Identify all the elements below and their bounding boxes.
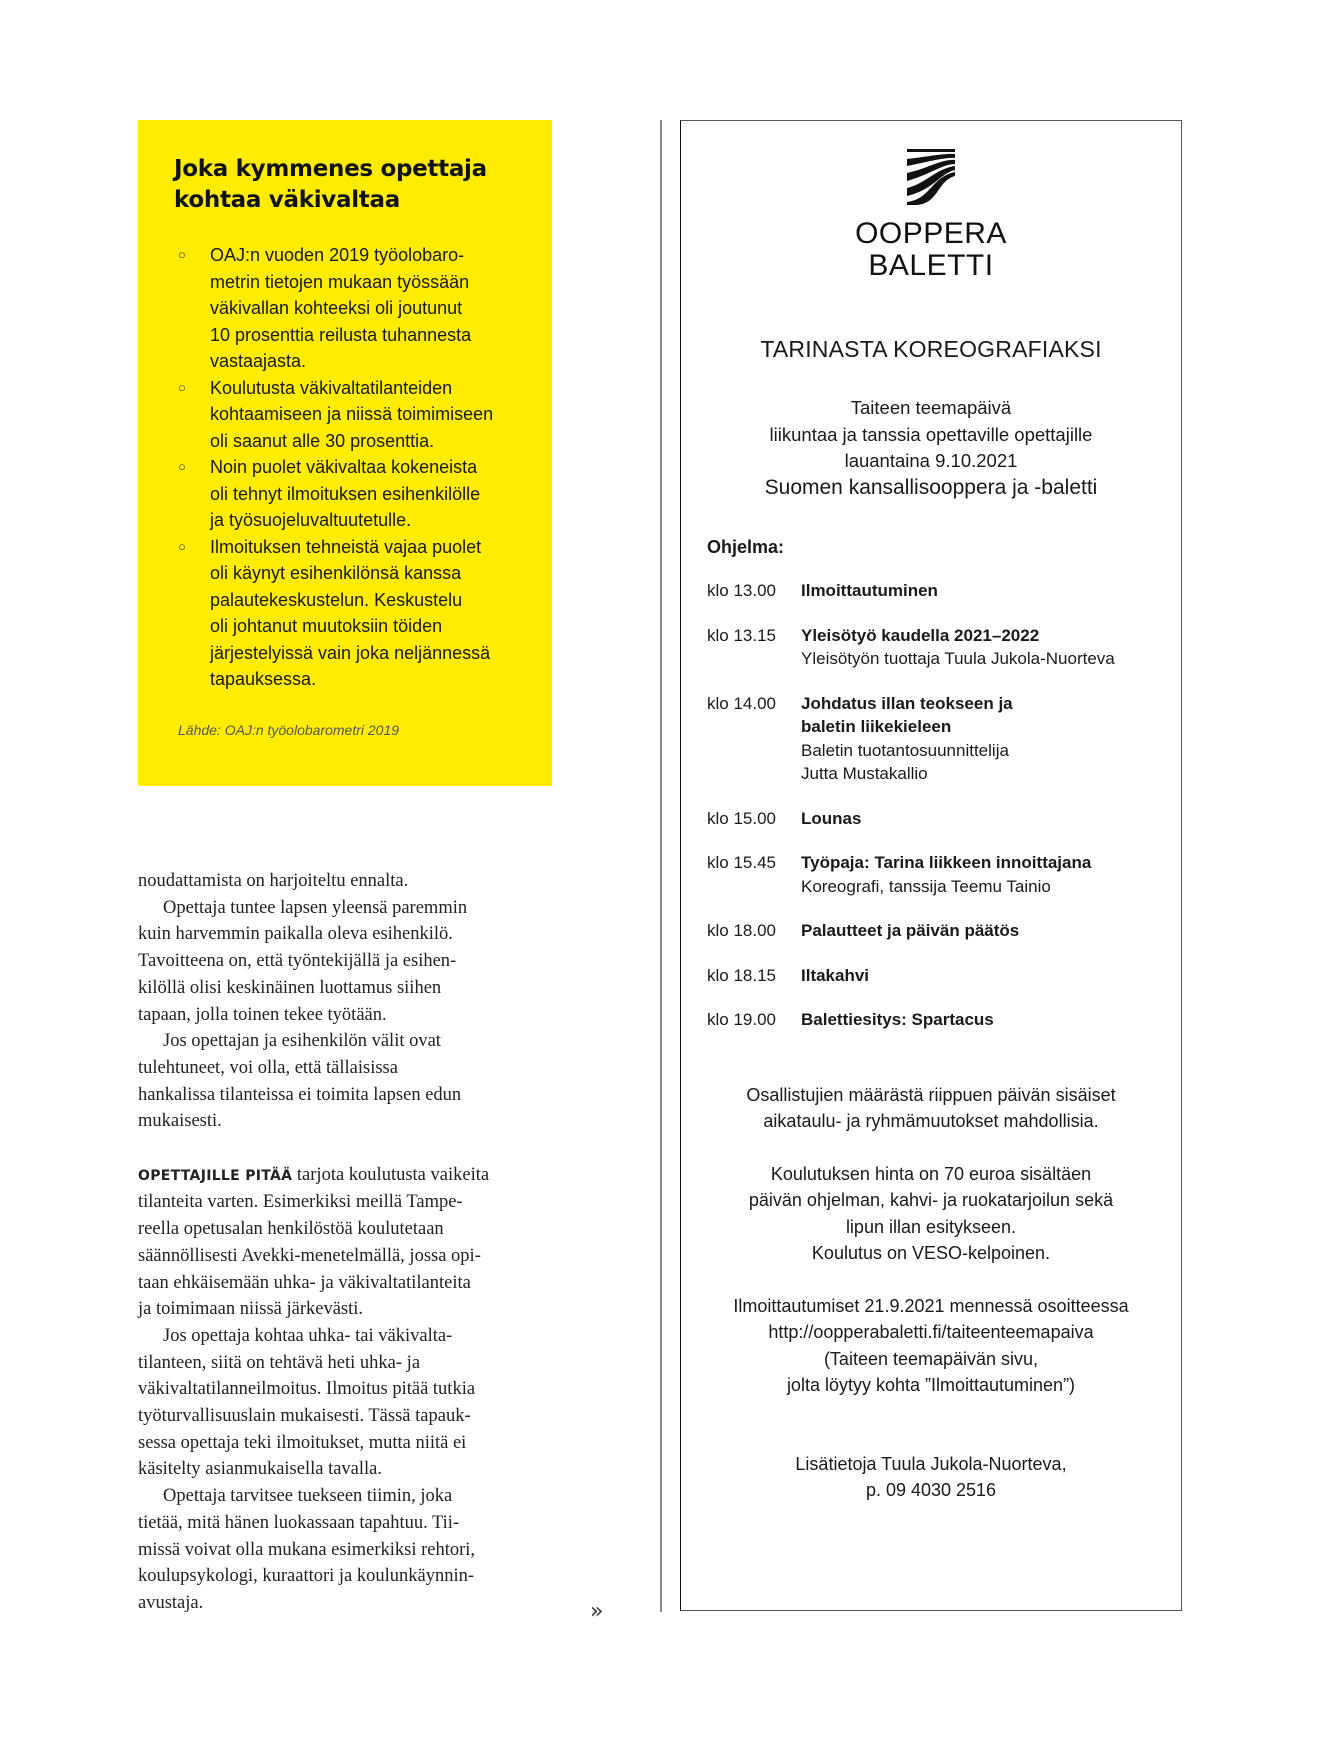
fact-bullet-item	[174, 242, 536, 375]
fact-bullet-item	[174, 454, 536, 534]
program-title: Työpaja: Tarina liikkeen innoittajana	[801, 853, 1092, 872]
paragraph	[138, 1028, 608, 1135]
note-price	[681, 1161, 1181, 1267]
program-title: Iltakahvi	[801, 965, 870, 985]
program-time: klo 13.00	[707, 581, 776, 600]
program-heading: Ohjelma:	[707, 537, 785, 557]
fact-bullet-line: vastaajasta.	[210, 351, 307, 371]
logo-line: BALETTI	[868, 249, 994, 282]
program-description: Jutta Mustakallio	[801, 764, 928, 783]
text-line: kuin harvemmin paikalla oleva esihenkilö.	[138, 924, 453, 945]
fact-bullet-line: metrin tietojen mukaan työssään	[210, 271, 470, 292]
fact-bullet-line: OAJ:n vuoden 2019 työolobaro-	[210, 245, 465, 265]
program-item	[707, 919, 1171, 943]
fact-bullet-line: Noin puolet väkivaltaa kokeneista	[210, 457, 478, 477]
text-line: hankalissa tilanteissa ei toimita lapsen edun	[138, 1084, 462, 1105]
article-body	[138, 868, 608, 1617]
text-line	[138, 1162, 608, 1190]
logo-line: OOPPERA	[855, 217, 1007, 250]
text-line: tapaan, jolla toinen tekee työtään.	[138, 1004, 387, 1025]
program-details	[801, 919, 1019, 943]
program-description: Baletin tuotantosuunnittelija	[801, 740, 1009, 760]
program-item	[707, 579, 1171, 603]
note-line: http://oopperabaletti.fi/taiteenteemapaiva	[768, 1322, 1094, 1342]
fact-bullet-line: Ilmoituksen tehneistä vajaa puolet	[210, 536, 482, 557]
text-line: Opettaja tarvitsee tuekseen tiimin, joka	[163, 1486, 453, 1507]
subtitle-line: Taiteen teemapäivä	[850, 397, 1012, 418]
note-line: Koulutus on VESO-kelpoinen.	[811, 1243, 1051, 1263]
program-item	[707, 964, 1171, 988]
paragraph	[138, 868, 608, 895]
text-line: avustaja.	[138, 1592, 204, 1613]
note-registration	[681, 1293, 1181, 1399]
fact-box-title-line: kohtaa väkivaltaa	[174, 187, 400, 213]
program-details	[801, 1008, 994, 1032]
circle-bullet-icon: ○	[178, 247, 186, 262]
fact-list	[174, 242, 536, 693]
fact-bullet-line: oli saanut alle 30 prosenttia.	[210, 430, 435, 451]
text-line: missä voivat olla mukana esimerkiksi rehtori,	[138, 1539, 476, 1560]
fact-bullet-line: ja työsuojeluvaltuutetulle.	[210, 510, 412, 530]
program-item	[707, 1008, 1171, 1032]
program-title: Balettiesitys: Spartacus	[801, 1010, 994, 1029]
program-time: klo 15.00	[707, 808, 776, 828]
fact-bullet-line: Koulutusta väkivaltatilanteiden	[210, 377, 453, 398]
note-contact	[681, 1451, 1181, 1504]
program-title: Lounas	[801, 808, 862, 828]
event-title: TARINASTA KOREOGRAFIAKSI	[760, 336, 1102, 362]
subtitle-venue: Suomen kansallisooppera ja -baletti	[764, 475, 1098, 499]
text-line: Opettaja tuntee lapsen yleensä paremmin	[163, 897, 468, 918]
text-line: käsitelty asianmukaisella tavalla.	[138, 1459, 383, 1480]
text-line: säännöllisesti Avekki-menetelmällä, jossa opi-	[138, 1245, 481, 1266]
program-time: klo 18.15	[707, 965, 776, 985]
column-divider	[660, 120, 662, 1612]
program-title: Ilmoittautuminen	[801, 581, 938, 600]
program-time: klo 13.15	[707, 625, 776, 645]
program-time: klo 15.45	[707, 853, 776, 872]
note-line: päivän ohjelman, kahvi- ja ruokatarjoilun sekä	[748, 1190, 1114, 1210]
continue-arrow-icon: »	[590, 1599, 604, 1624]
text-line: ja toimimaan niissä järkevästi.	[138, 1299, 364, 1320]
note-line: Ilmoittautumiset 21.9.2021 mennessä osoitteessa	[733, 1295, 1129, 1316]
program-details	[801, 624, 1115, 671]
note-line: lipun illan esitykseen.	[845, 1216, 1017, 1237]
fact-source: Lähde: OAJ:n työolobarometri 2019	[178, 721, 400, 738]
event-subtitle	[681, 395, 1181, 501]
program-title: baletin liikekieleen	[801, 717, 952, 736]
text-line: reella opetusalan henkilöstöä koulutetaan	[138, 1219, 444, 1240]
text-line: koulupsykologi, kuraattori ja koulunkäynnin-	[138, 1566, 475, 1587]
lead-in-rest: tarjota koulutusta vaikeita	[292, 1164, 490, 1185]
program-details	[801, 807, 861, 831]
program-title: Johdatus illan teokseen ja	[801, 693, 1013, 713]
fact-bullet-line: oli tehnyt ilmoituksen esihenkilölle	[210, 483, 481, 504]
text-line: noudattamista on harjoiteltu ennalta.	[138, 871, 409, 891]
fact-bullet-line: väkivallan kohteeksi oli joutunut	[210, 298, 463, 318]
text-line: Jos opettaja kohtaa uhka- tai väkivalta-	[163, 1325, 453, 1346]
fact-box-title	[174, 154, 536, 216]
program-item	[707, 851, 1171, 898]
program-details	[801, 964, 869, 988]
paragraph	[138, 895, 608, 1029]
note-line: Osallistujien määrästä riippuen päivän sisäiset	[746, 1084, 1116, 1105]
text-line: tietää, mitä hänen luokassaan tapahtuu. Tii-	[138, 1512, 460, 1533]
text-line: sessa opettaja teki ilmoitukset, mutta niitä ei	[138, 1432, 467, 1453]
fact-bullet-line: tapauksessa.	[210, 669, 317, 689]
logo-wordmark	[681, 218, 1181, 282]
program-item	[707, 807, 1171, 831]
text-line: kilöllä olisi keskinäinen luottamus siihen	[138, 977, 442, 998]
program-list	[707, 579, 1171, 1032]
note-line: p. 09 4030 2516	[865, 1480, 997, 1500]
circle-bullet-icon: ○	[178, 379, 186, 395]
fact-bullet-item	[174, 375, 536, 455]
text-line: tulehtuneet, voi olla, että tällaisissa	[138, 1057, 398, 1078]
program-title: Yleisötyö kaudella 2021–2022	[801, 625, 1040, 645]
paragraph	[138, 1323, 608, 1483]
note-line: Lisätietoja Tuula Jukola-Nuorteva,	[795, 1453, 1067, 1474]
paragraph	[138, 1483, 608, 1617]
fact-bullet-line: kohtaamiseen ja niissä toimimiseen	[210, 404, 494, 424]
text-line: tilanteen, siitä on tehtävä heti uhka- ja	[138, 1352, 421, 1373]
paragraph-lines	[138, 1189, 608, 1323]
program-time: klo 18.00	[707, 921, 776, 940]
program-details	[801, 851, 1091, 898]
fact-box	[138, 120, 552, 786]
program-description: Yleisötyön tuottaja Tuula Jukola-Nuorteva	[801, 649, 1115, 668]
subtitle-line: lauantaina 9.10.2021	[844, 450, 1018, 471]
fact-bullet-item	[174, 534, 536, 693]
circle-bullet-icon: ○	[178, 538, 186, 554]
text-line: työturvallisuuslain mukaisesti. Tässä tapauk-	[138, 1406, 471, 1427]
program-item	[707, 692, 1171, 786]
program-time: klo 14.00	[707, 693, 776, 713]
lead-in-caps: OPETTAJILLE PITÄÄ	[138, 1167, 293, 1184]
text-line: väkivaltatilanneilmoitus. Ilmoitus pitää tutkia	[138, 1379, 476, 1400]
text-line: tilanteita varten. Esimerkiksi meillä Tampe-	[138, 1192, 463, 1213]
event-advert	[680, 120, 1182, 1611]
fact-bullet-line: 10 prosenttia reilusta tuhannesta	[210, 324, 472, 345]
program-time: klo 19.00	[707, 1010, 776, 1029]
fact-bullet-line: järjestelyissä vain joka neljännessä	[210, 642, 491, 663]
program-description: Koreografi, tanssija Teemu Tainio	[801, 876, 1051, 896]
program-title: Palautteet ja päivän päätös	[801, 921, 1020, 940]
note-line: Koulutuksen hinta on 70 euroa sisältäen	[770, 1163, 1092, 1184]
fact-bullet-line: oli johtanut muutoksiin töiden	[210, 616, 443, 636]
fact-bullet-line: palautekeskustelun. Keskustelu	[210, 589, 463, 610]
note-line: (Taiteen teemapäivän sivu,	[823, 1348, 1039, 1369]
text-line: Tavoitteena on, että työntekijällä ja esihen-	[138, 951, 457, 972]
text-line: mukaisesti.	[138, 1111, 222, 1132]
circle-bullet-icon: ○	[178, 459, 186, 474]
text-line: taan ehkäisemään uhka- ja väkivaltatilanteita	[138, 1272, 471, 1293]
fact-bullet-line: oli käynyt esihenkilönsä kanssa	[210, 563, 462, 583]
note-schedule	[681, 1082, 1181, 1135]
program-details	[801, 692, 1013, 786]
program-item	[707, 624, 1171, 671]
paragraph-gap	[138, 1135, 608, 1162]
paragraph	[138, 1162, 608, 1323]
ooppera-baletti-logo-icon	[905, 147, 957, 205]
program-details	[801, 579, 938, 603]
note-line: jolta löytyy kohta ”Ilmoittautuminen”)	[786, 1375, 1076, 1395]
note-line: aikataulu- ja ryhmämuutokset mahdollisia.	[763, 1111, 1099, 1131]
subtitle-line: liikuntaa ja tanssia opettaville opettajille	[769, 423, 1093, 445]
fact-box-title-line: Joka kymmenes opettaja	[174, 156, 487, 182]
text-line: Jos opettajan ja esihenkilön välit ovat	[163, 1031, 441, 1052]
